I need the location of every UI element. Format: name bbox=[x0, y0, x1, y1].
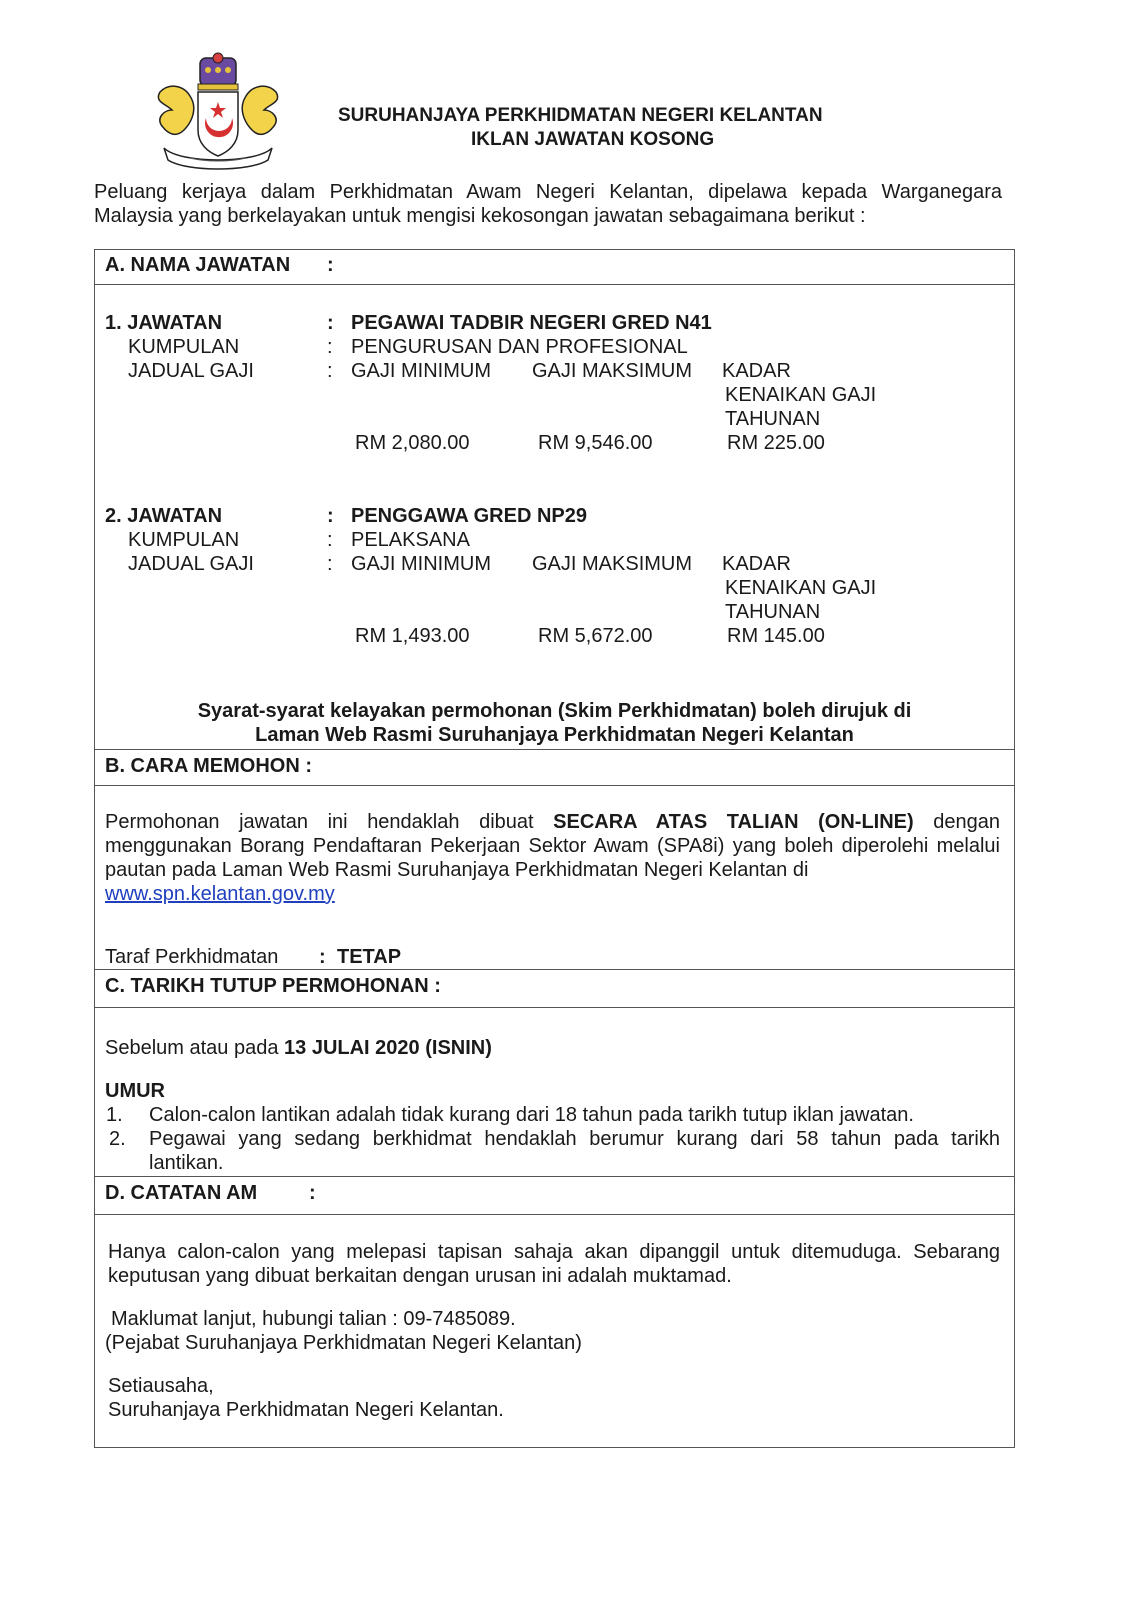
position-2-title: PENGGAWA GRED NP29 bbox=[351, 505, 587, 527]
position-1-kenaikan: RM 225.00 bbox=[727, 432, 825, 454]
document-subtitle: IKLAN JAWATAN KOSONG bbox=[471, 129, 715, 150]
position-1-title: PEGAWAI TADBIR NEGERI GRED N41 bbox=[351, 312, 712, 334]
umur-heading: UMUR bbox=[105, 1080, 165, 1102]
kelantan-crest-icon bbox=[150, 52, 286, 174]
divider bbox=[94, 749, 1015, 750]
jadual-gaji-label: JADUAL GAJI bbox=[128, 360, 254, 382]
deadline: Sebelum atau pada 13 JULAI 2020 (ISNIN) bbox=[105, 1037, 492, 1059]
application-instructions: Permohonan jawatan ini hendaklah dibuat SECARA ATAS TALIAN (ON-LINE) dengan menggunakan Borang Pendaftaran Pekerjaan Sektor Awam (SPA8i) yang boleh diperolehi melalui pautan pada Laman Web Rasmi Suruhanjaya Perkhidmatan Negeri Kelantan di bbox=[105, 811, 1000, 881]
kadar-header: KADAR bbox=[722, 553, 791, 575]
kumpulan-label: KUMPULAN bbox=[128, 529, 240, 551]
list-number: 2. bbox=[109, 1128, 126, 1150]
divider bbox=[94, 785, 1015, 786]
qualification-note: Syarat-syarat kelayakan permohonan (Skim Perkhidmatan) boleh dirujuk di bbox=[197, 700, 912, 722]
jadual-gaji-label: JADUAL GAJI bbox=[128, 553, 254, 575]
section-c-heading: C. TARIKH TUTUP PERMOHONAN : bbox=[105, 975, 441, 997]
colon: : bbox=[327, 360, 333, 382]
section-a-colon: : bbox=[327, 254, 334, 276]
position-2-gaji-max: RM 5,672.00 bbox=[538, 625, 653, 647]
position-1-label: 1. JAWATAN bbox=[105, 312, 223, 334]
spn-website-link[interactable]: www.spn.kelantan.gov.my bbox=[105, 883, 335, 905]
list-number: 1. bbox=[106, 1104, 123, 1126]
online-emphasis: SECARA ATAS TALIAN (ON-LINE) bbox=[553, 811, 914, 833]
position-1-gaji-max: RM 9,546.00 bbox=[538, 432, 653, 454]
colon: : bbox=[327, 553, 333, 575]
gaji-minimum-header: GAJI MINIMUM bbox=[351, 360, 491, 382]
section-d-colon: : bbox=[309, 1182, 316, 1204]
kadar-header: TAHUNAN bbox=[725, 408, 821, 430]
position-2-gaji-min: RM 1,493.00 bbox=[355, 625, 470, 647]
divider bbox=[94, 1007, 1015, 1008]
gaji-maksimum-header: GAJI MAKSIMUM bbox=[532, 553, 693, 575]
divider bbox=[94, 1176, 1015, 1177]
section-a-heading: A. NAMA JAWATAN bbox=[105, 254, 291, 276]
signoff-title: Setiausaha, bbox=[108, 1375, 214, 1397]
kadar-header: KADAR bbox=[722, 360, 791, 382]
contact-office: (Pejabat Suruhanjaya Perkhidmatan Negeri Kelantan) bbox=[105, 1332, 582, 1354]
section-d-heading: D. CATATAN AM bbox=[105, 1182, 258, 1204]
position-2-label: 2. JAWATAN bbox=[105, 505, 223, 527]
kumpulan-label: KUMPULAN bbox=[128, 336, 240, 358]
position-1-kumpulan: PENGURUSAN DAN PROFESIONAL bbox=[351, 336, 688, 358]
list-item: Calon-calon lantikan adalah tidak kurang dari 18 tahun pada tarikh tutup iklan jawatan. bbox=[149, 1104, 914, 1126]
position-1-gaji-min: RM 2,080.00 bbox=[355, 432, 470, 454]
deadline-date: 13 JULAI 2020 (ISNIN) bbox=[284, 1037, 492, 1059]
taraf-value: TETAP bbox=[337, 946, 402, 968]
divider bbox=[94, 284, 1015, 285]
kadar-header: KENAIKAN GAJI bbox=[725, 384, 877, 406]
position-2-kumpulan: PELAKSANA bbox=[351, 529, 470, 551]
divider bbox=[94, 1214, 1015, 1215]
colon: : bbox=[327, 336, 333, 358]
gaji-maksimum-header: GAJI MAKSIMUM bbox=[532, 360, 693, 382]
kadar-header: TAHUNAN bbox=[725, 601, 821, 623]
gaji-minimum-header: GAJI MINIMUM bbox=[351, 553, 491, 575]
colon: : bbox=[327, 529, 333, 551]
section-b-heading: B. CARA MEMOHON : bbox=[105, 755, 313, 777]
general-note: Hanya calon-calon yang melepasi tapisan sahaja akan dipanggil untuk ditemuduga. Sebarang keputusan yang dibuat berkaitan dengan urusan ini adalah muktamad. bbox=[108, 1241, 1000, 1287]
colon: : bbox=[319, 946, 326, 968]
intro-paragraph: Peluang kerjaya dalam Perkhidmatan Awam Negeri Kelantan, dipelawa kepada Warganegara Malaysia yang berkelayakan untuk mengisi kekosongan jawatan sebagaimana berikut : bbox=[94, 181, 1002, 227]
colon: : bbox=[327, 505, 334, 527]
kadar-header: KENAIKAN GAJI bbox=[725, 577, 877, 599]
list-item: Pegawai yang sedang berkhidmat hendaklah berumur kurang dari 58 tahun pada tarikh lantikan. bbox=[149, 1128, 1000, 1174]
signoff-organisation: Suruhanjaya Perkhidmatan Negeri Kelantan. bbox=[108, 1399, 504, 1421]
qualification-note: Laman Web Rasmi Suruhanjaya Perkhidmatan Negeri Kelantan bbox=[255, 724, 854, 746]
divider bbox=[94, 969, 1015, 970]
contact-info: Maklumat lanjut, hubungi talian : 09-7485089. bbox=[111, 1308, 516, 1330]
taraf-label: Taraf Perkhidmatan bbox=[105, 946, 279, 968]
position-2-kenaikan: RM 145.00 bbox=[727, 625, 825, 647]
colon: : bbox=[327, 312, 334, 334]
document-title: SURUHANJAYA PERKHIDMATAN NEGERI KELANTAN bbox=[338, 105, 823, 126]
